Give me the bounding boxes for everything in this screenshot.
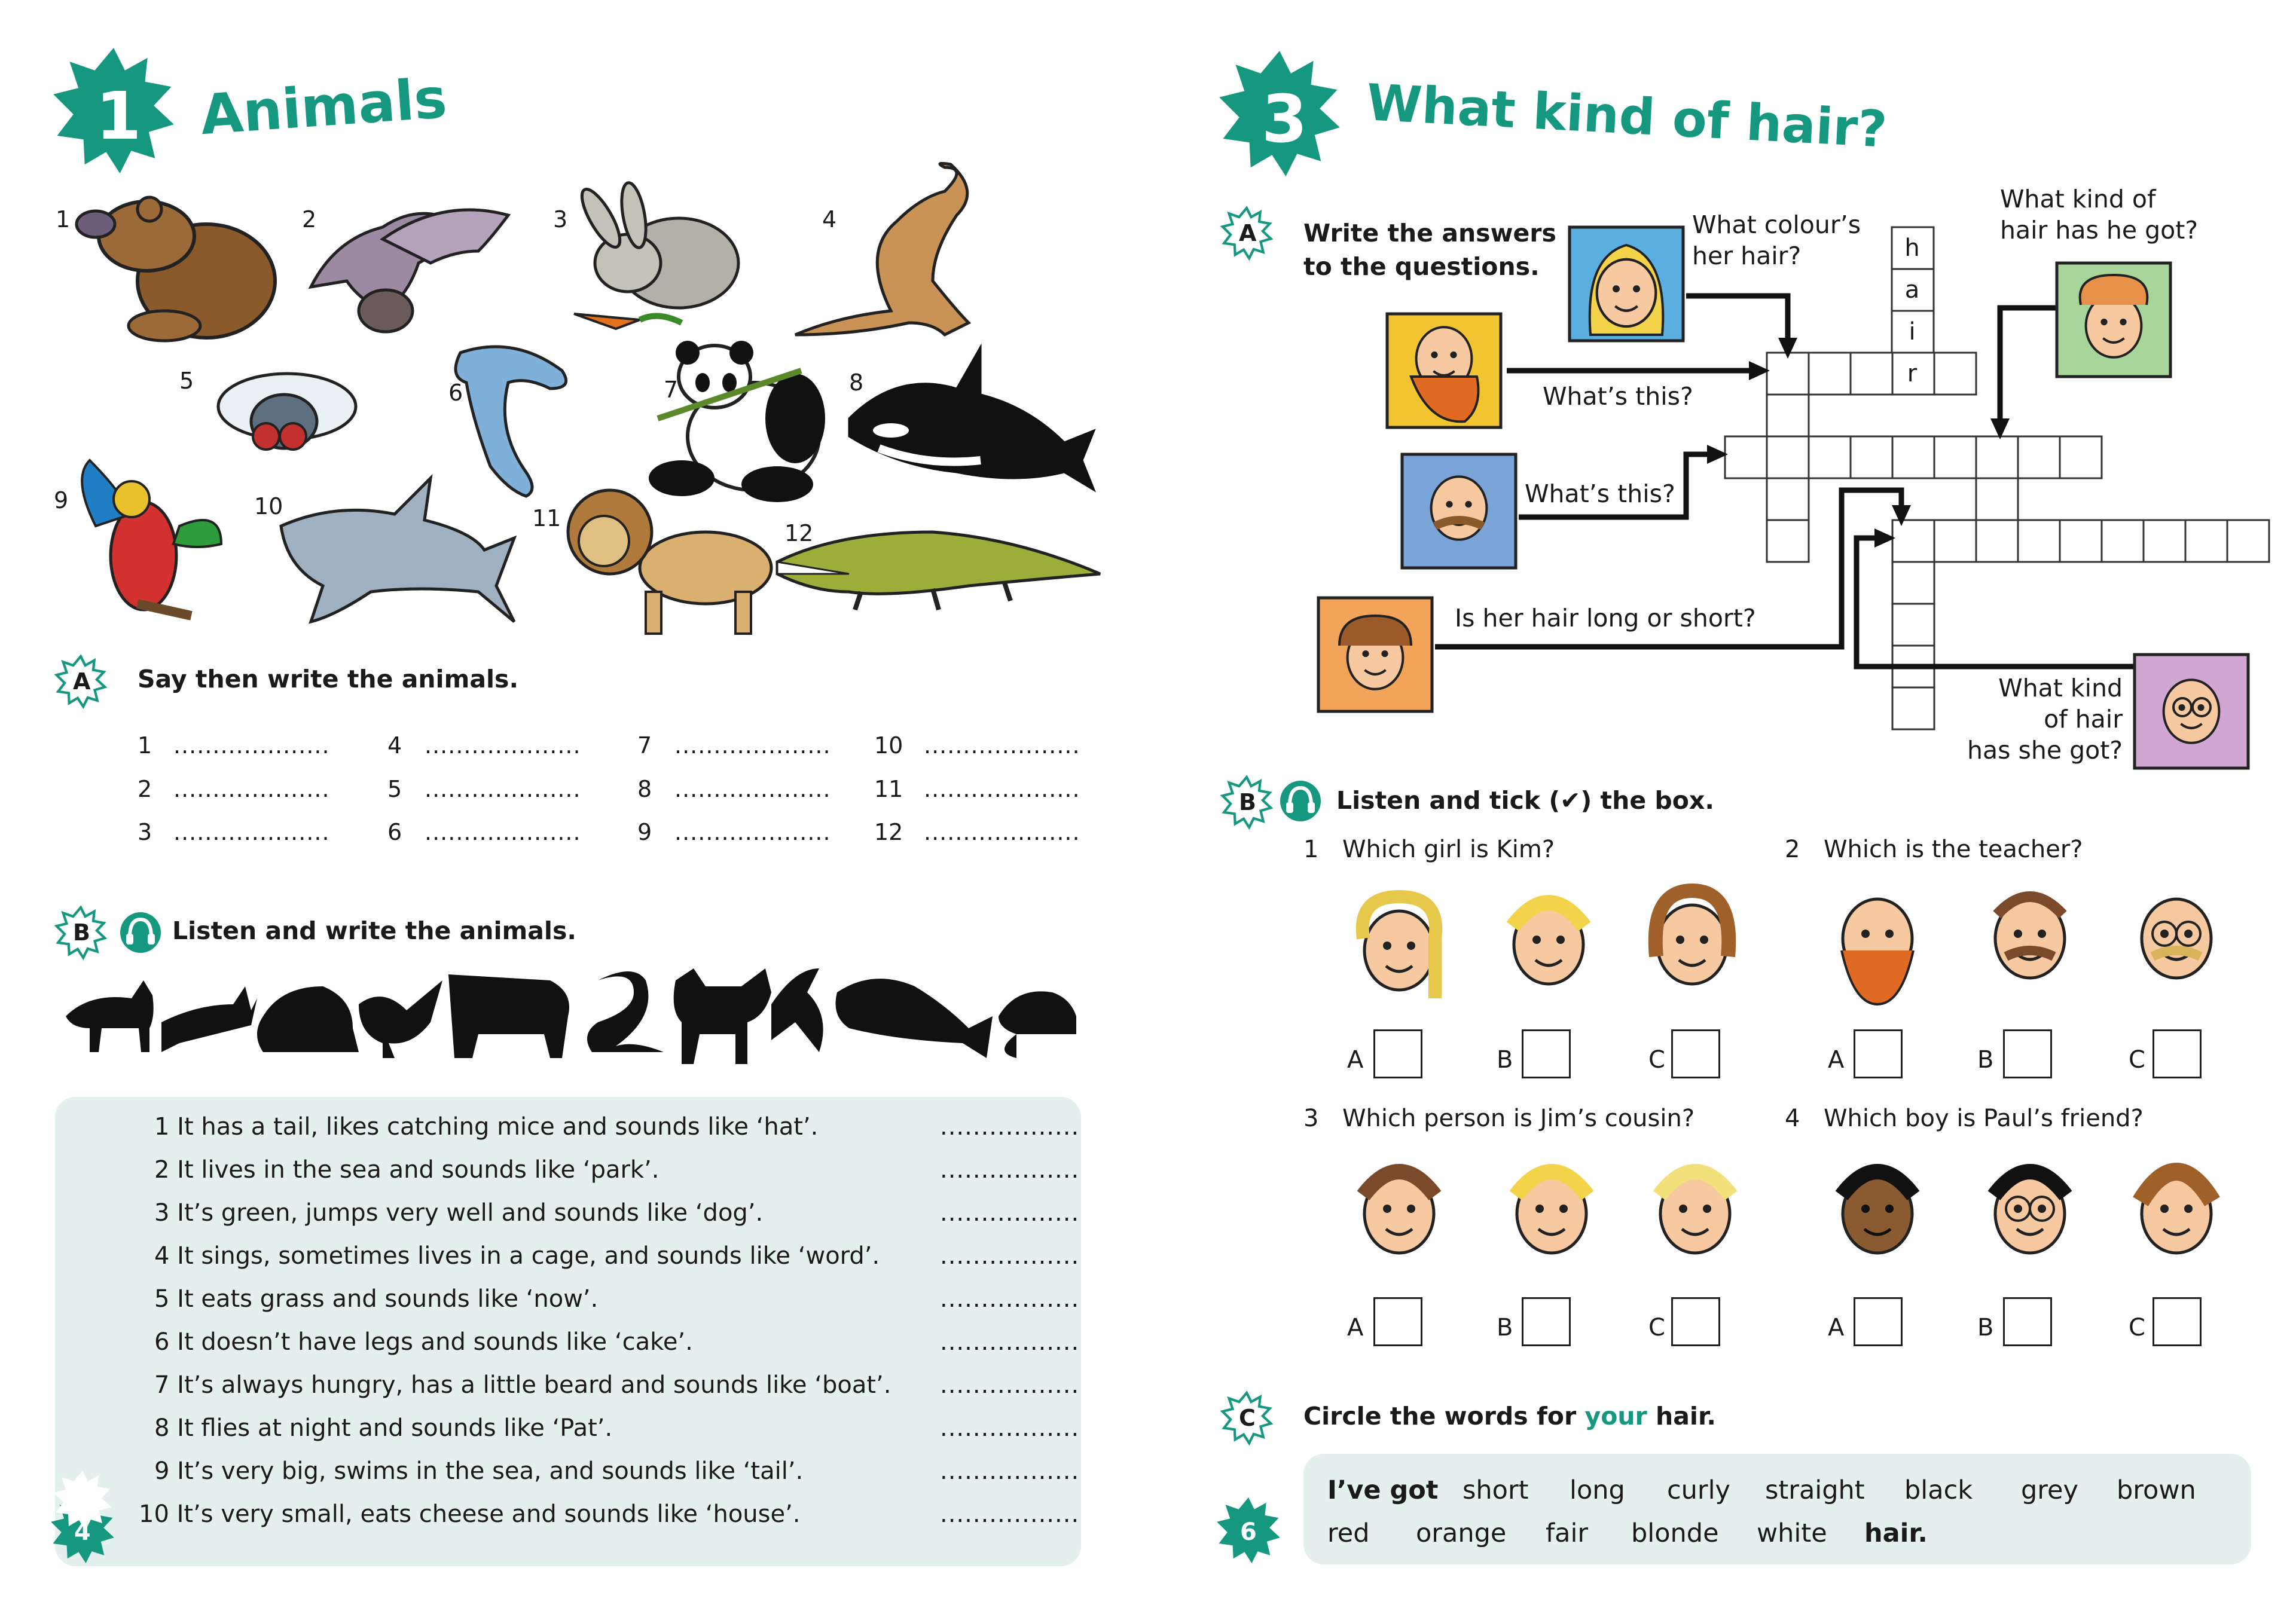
clue-text: 10 It’s very small, eats cheese and sounds like ‘house’. [139,1500,801,1528]
animal-silhouettes [66,968,1076,1064]
portrait-beard-man [1387,314,1501,427]
lion-picture [568,490,771,634]
crossword-cell[interactable] [2227,520,2269,562]
tick-box[interactable] [2152,1297,2202,1346]
hair-word[interactable]: white [1757,1518,1827,1548]
hair-word[interactable]: red [1327,1518,1370,1548]
portrait-glasses-girl [2135,655,2248,768]
question-line: of hair [2044,705,2123,733]
blank-dots[interactable]: .................... [924,776,1080,802]
panda-picture [649,341,825,502]
picture-number: 7 [664,377,679,403]
crossword-letter: r [1907,360,1918,387]
shark-silhouette [161,986,257,1052]
q4-faces [1842,1172,2212,1253]
mouse-silhouette [999,991,1076,1058]
crossword-cell[interactable] [1809,436,1851,478]
question-text: Which girl is Kim? [1342,836,1555,863]
crossword-cell[interactable] [1892,562,1934,604]
question-long-short: Is her hair long or short? [1455,604,1756,632]
picture-number: 12 [784,520,814,546]
question-hair-colour [1692,209,1861,271]
crossword-cell[interactable] [2060,520,2102,562]
blank-dots[interactable]: .................... [173,732,330,759]
rabbit-picture [574,181,738,329]
blank-number: 5 [387,776,402,802]
snake-silhouette [587,971,664,1052]
tick-box[interactable] [1373,1029,1422,1078]
blank-number: 12 [874,819,903,845]
question-whats-this-beard: What’s this? [1543,382,1693,411]
clue-text: 9 It’s very big, swims in the sea, and sounds like ‘tail’. [154,1457,804,1485]
section-a-instruction [1303,216,1556,283]
headphones-icon-right [1280,781,1321,821]
tick-box[interactable] [1854,1297,1903,1346]
option-label: B [1497,1046,1513,1074]
blank-number: 8 [637,776,652,802]
section-a-badge-letter: A [73,668,91,695]
instruction-post: hair. [1647,1402,1716,1431]
blank-number: 11 [874,776,903,802]
option-label: B [1977,1046,1994,1074]
blank-number: 1 [138,732,152,759]
crossword-cell[interactable] [2018,520,2060,562]
unit-title: Animals [198,66,449,148]
clue-text: 5 It eats grass and sounds like ‘now’. [154,1285,599,1313]
crossword-cell[interactable] [2018,436,2060,478]
clue-answer-dots[interactable]: ................. [940,1113,1080,1141]
question-line: What colour’s [1692,210,1861,239]
hair-word[interactable]: straight [1765,1475,1865,1505]
tick-box[interactable] [2152,1029,2202,1078]
crossword-cell[interactable] [1725,436,1767,478]
blank-dots[interactable]: .................... [173,776,330,802]
question-line: What kind [1998,674,2123,702]
orca-picture [849,347,1094,490]
blank-number: 4 [387,732,402,759]
whale-silhouette [836,979,993,1058]
shark-picture [281,478,514,622]
crossword-cell[interactable] [1851,353,1892,395]
picture-number: 11 [532,505,561,531]
page-number: 4 [74,1518,91,1546]
clue-text: 2 It lives in the sea and sounds like ‘park’. [154,1156,660,1184]
crocodile-picture [777,532,1100,610]
instruction-line: Write the answers [1303,219,1556,247]
picture-number: 10 [254,493,283,519]
blank-dots[interactable]: .................... [425,732,581,759]
unit-title: What kind of hair? [1365,73,1889,159]
clue-answer-dots[interactable]: ................. [940,1242,1080,1270]
clue-text: 4 It sings, sometimes lives in a cage, and sounds like ‘word’. [154,1242,880,1270]
crossword-cell[interactable] [1892,436,1934,478]
blank-dots[interactable]: .................... [674,819,831,845]
section-c-instruction [1303,1402,1716,1431]
clue-answer-dots[interactable]: ................. [940,1457,1080,1485]
instruction-emphasis: your [1584,1402,1647,1431]
clue-answer-dots[interactable]: ................. [940,1371,1080,1399]
blank-dots[interactable]: .................... [924,732,1080,759]
picture-number: 6 [448,380,463,406]
option-label: A [1347,1046,1364,1074]
crossword-cell[interactable] [1892,520,1934,562]
clue-answer-dots[interactable]: ................. [940,1500,1080,1528]
cat-silhouette [66,980,154,1052]
crossword-cell[interactable] [1767,395,1809,436]
question-line: What kind of [2000,185,2156,213]
option-label: C [2129,1046,2145,1074]
tick-box[interactable] [2003,1297,2052,1346]
hair-word[interactable]: grey [2021,1475,2078,1505]
section-b-badge-letter: B [1239,789,1256,815]
clue-text: 1 It has a tail, likes catching mice and sounds like ‘hat’. [154,1113,819,1141]
q1-faces [1363,891,1729,998]
tick-box[interactable] [1671,1029,1720,1078]
crossword-cell[interactable] [1851,436,1892,478]
clue-answer-dots[interactable]: ................. [940,1328,1080,1356]
crossword-cell[interactable] [2144,520,2185,562]
blank-number: 7 [637,732,652,759]
crossword-cell[interactable] [1767,436,1809,478]
clue-answer-dots[interactable]: ................. [940,1156,1080,1184]
blank-number: 9 [637,819,652,845]
question-line: has she got? [1967,736,2123,765]
clue-answer-dots[interactable]: ................. [940,1414,1080,1442]
blank-number: 6 [387,819,402,845]
option-label: C [1648,1314,1665,1341]
crossword-cell[interactable] [1934,520,1976,562]
kangaroo-picture [795,163,969,335]
crossword-cell[interactable] [2185,520,2227,562]
instruction-pre: Circle the words for [1303,1402,1585,1431]
tick-box[interactable] [1522,1029,1571,1078]
crossword-cell[interactable] [1892,687,1934,729]
frog-silhouette [257,986,359,1052]
hair-word[interactable]: long [1570,1475,1625,1505]
clue-text: 7 It’s always hungry, has a little beard and sounds like ‘boat’. [154,1371,891,1399]
blank-dots[interactable]: .................... [425,819,581,845]
bat-picture [311,210,508,332]
option-label: A [1347,1314,1364,1341]
clue-text: 3 It’s green, jumps very well and sounds like ‘dog’. [154,1199,764,1227]
tick-box[interactable] [2003,1029,2052,1078]
section-a-instruction: Say then write the animals. [138,665,519,693]
crossword-cell[interactable] [1976,520,2018,562]
q2-faces [1842,897,2211,1004]
section-c-badge-letter: C [1239,1405,1256,1431]
hair-word[interactable]: brown [2117,1475,2196,1505]
option-label: A [1828,1046,1845,1074]
clue-answer-dots[interactable]: ................. [940,1285,1080,1313]
picture-number: 5 [179,368,194,394]
unit-number: 3 [1262,81,1308,157]
clue-answer-dots[interactable]: ................. [940,1199,1080,1227]
option-label: B [1497,1314,1513,1341]
question-number: 3 [1303,1105,1319,1132]
hair-word[interactable]: orange [1416,1518,1507,1548]
fly-picture [218,374,356,450]
portrait-blonde-girl [1570,227,1683,341]
clue-text: 6 It doesn’t have legs and sounds like ‘cake’. [154,1328,693,1356]
unit-number: 1 [96,78,142,154]
blank-dots[interactable]: .................... [674,732,831,759]
hair-word[interactable]: blonde [1631,1518,1719,1548]
blank-dots[interactable]: .................... [924,819,1080,845]
question-kind-she [1967,673,2123,766]
dolphin-picture [456,347,566,496]
blank-dots[interactable]: .................... [173,819,330,845]
crossword-cell[interactable] [1934,353,1976,395]
tick-box[interactable] [1522,1297,1571,1346]
question-line: hair has he got? [2000,216,2199,244]
hair-word[interactable]: black [1904,1475,1973,1505]
picture-number: 1 [56,206,71,233]
blank-number: 10 [874,732,903,759]
bat-silhouette [771,968,823,1052]
blank-number: 3 [138,819,152,845]
question-text: Which boy is Paul’s friend? [1824,1105,2144,1132]
question-line: her hair? [1692,242,1802,270]
blank-dots[interactable]: .................... [674,776,831,802]
question-kind-he [2000,184,2198,246]
section-b-instruction: Listen and tick (✔) the box. [1336,786,1714,815]
crossword-letter: h [1904,234,1920,262]
headphones-icon [120,912,161,953]
crossword-cell[interactable] [1767,353,1809,395]
clue-text: 8 It flies at night and sounds like ‘Pat’. [154,1414,613,1442]
section-b-badge-letter: B [73,919,90,946]
crossword-cell[interactable] [1767,478,1809,520]
q3-faces [1363,1172,1731,1253]
page-number: 6 [1240,1518,1257,1546]
hair-word[interactable]: short [1463,1475,1529,1505]
hair-word[interactable]: fair [1546,1518,1589,1548]
crossword-cell[interactable] [1976,436,2018,478]
option-label: C [1648,1046,1665,1074]
section-b-instruction: Listen and write the animals. [172,916,576,945]
blank-number: 2 [138,776,152,802]
bear-picture [77,197,275,341]
question-number: 2 [1785,836,1800,863]
question-number: 1 [1303,836,1319,863]
portrait-moustache-man [1402,454,1516,568]
parrot-picture [82,460,221,616]
crossword-cell[interactable] [1934,436,1976,478]
picture-number: 2 [302,206,317,233]
hair-word[interactable]: curly [1667,1475,1730,1505]
question-text: Which person is Jim’s cousin? [1342,1105,1695,1132]
blank-dots[interactable]: .................... [425,776,581,802]
instruction-line: to the questions. [1303,252,1540,281]
picture-number: 8 [849,369,864,396]
question-whats-this-moustache: What’s this? [1525,479,1675,508]
tick-box[interactable] [1671,1297,1720,1346]
bird-silhouette [359,980,442,1058]
section-a-badge-letter: A [1239,220,1257,246]
tick-box[interactable] [1854,1029,1903,1078]
crossword-letter: i [1909,318,1916,346]
option-label: B [1977,1314,1994,1341]
question-number: 4 [1785,1105,1800,1132]
crossword-cell[interactable] [1809,353,1851,395]
words-tail: hair. [1864,1518,1928,1548]
picture-number: 4 [822,206,837,233]
portrait-curly-boy [2057,263,2170,377]
crossword-cell[interactable] [2102,520,2144,562]
crossword-cell[interactable] [1767,520,1809,562]
crossword-letter: a [1904,276,1920,304]
picture-number: 9 [54,487,69,514]
goat-silhouette [674,968,771,1064]
crossword-cell[interactable] [1976,478,2018,520]
tick-box[interactable] [1373,1297,1422,1346]
portrait-short-hair-girl [1318,598,1432,711]
words-lead: I’ve got [1327,1475,1439,1505]
crossword-cell[interactable] [1892,604,1934,646]
option-label: C [2129,1314,2145,1341]
crossword-cell[interactable] [2060,436,2102,478]
option-label: A [1828,1314,1845,1341]
picture-number: 3 [553,206,568,233]
cow-silhouette [448,974,569,1058]
question-text: Which is the teacher? [1824,836,2083,863]
